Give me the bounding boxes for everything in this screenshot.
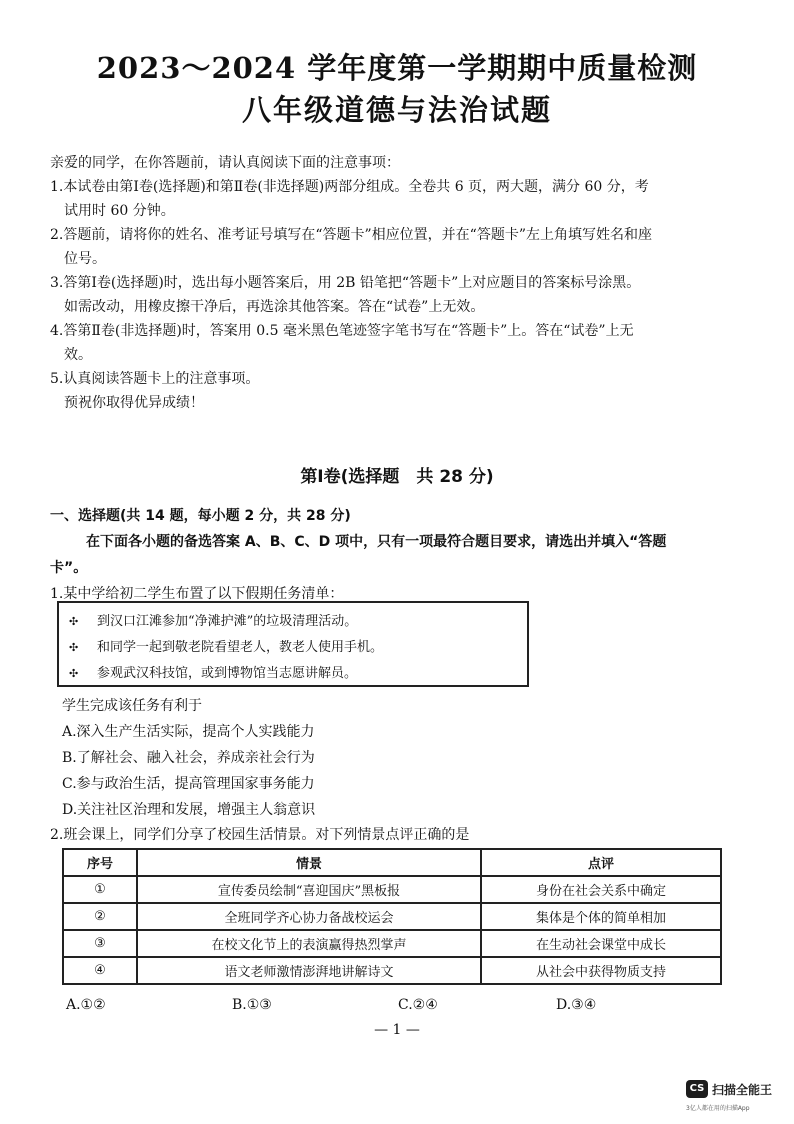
q1-task-list: [57, 601, 529, 687]
col-header-comment: 点评: [481, 849, 721, 876]
q2-stem: 2.班会课上，同学们分享了校园生活情景。对下列情景点评正确的是: [50, 827, 470, 843]
instructions-wish: 预祝你取得优异成绩！: [64, 395, 204, 411]
q2-option-b: B.①③: [232, 997, 272, 1013]
part1-instruction-cont: 卡”。: [50, 560, 88, 576]
instructions-block: [50, 151, 750, 415]
row-scenario: 全班同学齐心协力备战校运会: [137, 903, 481, 930]
instruction-item-4: 4.答第Ⅱ卷(非选择题)时，答案用 0.5 毫米黑色笔迹签字笔书写在“答题卡”上。答在“试卷”上无: [50, 323, 634, 339]
q1-stem: 1.某中学给初二学生布置了以下假期任务清单：: [50, 586, 344, 602]
task-text: 到汉口江滩参加“净滩护滩”的垃圾清理活动。: [97, 614, 358, 629]
page-number: — 1 —: [374, 1022, 420, 1038]
row-number: ①: [63, 876, 137, 903]
instruction-item-2-cont: 位号。: [64, 251, 106, 267]
col-header-number: 序号: [63, 849, 137, 876]
row-scenario: 宣传委员绘制“喜迎国庆”黑板报: [137, 876, 481, 903]
exam-title-line1: 2023～2024 学年度第一学期期中质量检测: [96, 51, 698, 85]
q2-option-d: D.③④: [556, 997, 597, 1013]
instructions-greeting: 亲爱的同学，在你答题前，请认真阅读下面的注意事项：: [50, 155, 400, 171]
part1-instruction: 在下面各小题的备选答案 A、B、C、D 项中，只有一项最符合题目要求，请选出并填入“答题: [86, 534, 667, 550]
q1-option-c: C.参与政治生活，提高管理国家事务能力: [62, 776, 315, 792]
table-row: [63, 876, 721, 903]
q2-scenario-table: [62, 848, 722, 985]
scanner-name: 扫描全能王: [712, 1083, 773, 1097]
bullet-icon: ✣: [69, 641, 79, 654]
exam-title-line2: 八年级道德与法治试题: [241, 93, 552, 127]
scanner-tagline: 3亿人都在用的扫描App: [686, 1105, 750, 1112]
task-item: [69, 635, 517, 661]
part1-heading: 一、选择题(共 14 题，每小题 2 分，共 28 分): [50, 508, 351, 524]
camscanner-logo-icon: CS: [686, 1080, 708, 1098]
task-text: 参观武汉科技馆，或到博物馆当志愿讲解员。: [97, 666, 358, 681]
task-item: [69, 661, 517, 687]
bullet-icon: ✣: [69, 615, 79, 628]
task-text: 和同学一起到敬老院看望老人，教老人使用手机。: [97, 640, 384, 655]
instruction-item-5: 5.认真阅读答题卡上的注意事项。: [50, 371, 260, 387]
row-comment: 身份在社会关系中确定: [481, 876, 721, 903]
row-scenario: 在校文化节上的表演赢得热烈掌声: [137, 930, 481, 957]
instruction-item-3: 3.答第Ⅰ卷(选择题)时，选出每小题答案后，用 2B 铅笔把“答题卡”上对应题目的答案标号涂黑。: [50, 275, 641, 291]
col-header-scenario: 情景: [137, 849, 481, 876]
instruction-item-1: 1.本试卷由第Ⅰ卷(选择题)和第Ⅱ卷(非选择题)两部分组成。全卷共 6 页，两大题，满分 60 分，考: [50, 179, 649, 195]
instruction-item-4-cont: 效。: [64, 347, 92, 363]
q2-option-c: C.②④: [398, 997, 438, 1013]
table-row: [63, 930, 721, 957]
bullet-icon: ✣: [69, 667, 79, 680]
part1-header: [50, 503, 750, 607]
table-row: [63, 903, 721, 930]
q2-option-a: A.①②: [66, 997, 106, 1013]
table-row: [63, 957, 721, 984]
section-title: 第Ⅰ卷(选择题 共 28 分): [300, 467, 494, 487]
instruction-item-1-cont: 试用时 60 分钟。: [64, 203, 175, 219]
q1-answer-block: [62, 693, 762, 823]
row-comment: 在生动社会课堂中成长: [481, 930, 721, 957]
q1-lead: 学生完成该任务有利于: [62, 698, 202, 714]
q1-option-b: B.了解社会、融入社会，养成亲社会行为: [62, 750, 315, 766]
table-header-row: [63, 849, 721, 876]
instruction-item-3-cont: 如需改动，用橡皮擦干净后，再选涂其他答案。答在“试卷”上无效。: [64, 299, 485, 315]
row-comment: 从社会中获得物质支持: [481, 957, 721, 984]
row-number: ④: [63, 957, 137, 984]
q1-option-d: D.关注社区治理和发展，增强主人翁意识: [62, 802, 316, 818]
task-item: [69, 609, 517, 635]
instruction-item-2: 2.答题前，请将你的姓名、准考证号填写在“答题卡”相应位置，并在“答题卡”左上角填写姓名和座: [50, 227, 652, 243]
row-scenario: 语文老师激情澎湃地讲解诗文: [137, 957, 481, 984]
row-comment: 集体是个体的简单相加: [481, 903, 721, 930]
row-number: ③: [63, 930, 137, 957]
row-number: ②: [63, 903, 137, 930]
q1-option-a: A.深入生产生活实际，提高个人实践能力: [62, 724, 315, 740]
